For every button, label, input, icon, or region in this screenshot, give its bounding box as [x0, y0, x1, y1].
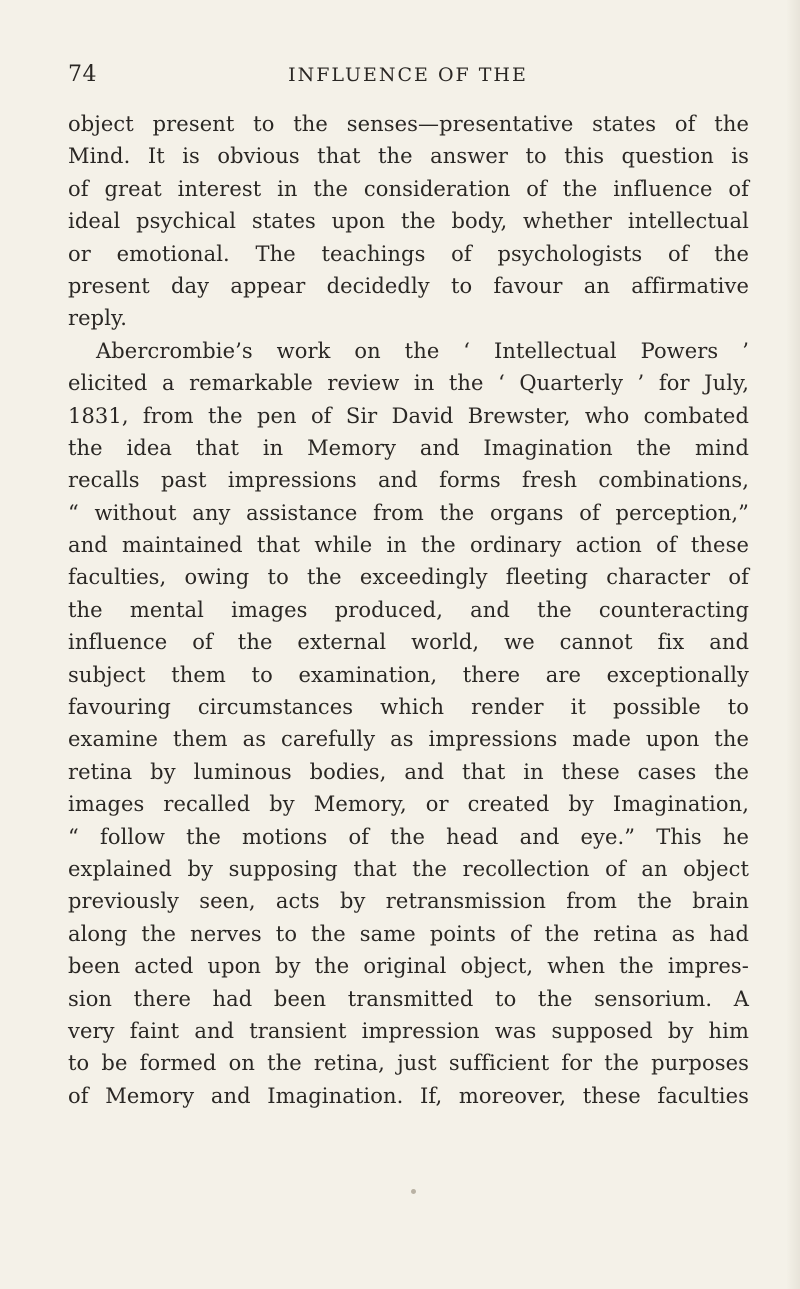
- text-line: reply.: [68, 306, 127, 331]
- text-line: retina by luminous bodies, and that in these cases the: [68, 759, 749, 784]
- text-line: and maintained that while in the ordinary action of these: [68, 533, 749, 558]
- text-line: or emotional. The teachings of psychologists of the: [68, 241, 749, 266]
- text-line: explained by supposing that the recollection of an object: [68, 856, 749, 881]
- text-line: elicited a remarkable review in the ‘ Quarterly ’ for July,: [68, 371, 749, 396]
- text-line: influence of the external world, we cannot fix and: [68, 630, 749, 655]
- text-line: very faint and transient impression was supposed by him: [68, 1018, 749, 1043]
- page-edge-shadow: [786, 0, 800, 1289]
- text-line: subject them to examination, there are exceptionally: [68, 662, 749, 687]
- text-line: favouring circumstances which render it possible to: [68, 695, 749, 720]
- page-header: [68, 62, 748, 94]
- text-line: sion there had been transmitted to the sensorium. A: [68, 986, 749, 1011]
- ink-speck: [411, 1189, 416, 1194]
- text-line: of Memory and Imagination. If, moreover, these faculties: [68, 1083, 749, 1108]
- text-line: been acted upon by the original object, when the impres-: [68, 954, 749, 979]
- text-line: the mental images produced, and the counteracting: [68, 597, 749, 622]
- running-title: INFLUENCE OF THE: [288, 64, 528, 86]
- text-line: object present to the senses—presentative states of the: [68, 112, 749, 136]
- body-text: [68, 108, 749, 1112]
- text-line: examine them as carefully as impressions made upon the: [68, 727, 749, 752]
- text-line: “ follow the motions of the head and eye.” This he: [68, 824, 749, 849]
- text-line: previously seen, acts by retransmission from the brain: [68, 889, 749, 914]
- page-number: 74: [68, 62, 97, 87]
- text-line: faculties, owing to the exceedingly fleeting character of: [68, 565, 749, 590]
- text-line: 1831, from the pen of Sir David Brewster, who combated: [68, 403, 749, 428]
- text-line: along the nerves to the same points of the retina as had: [68, 921, 749, 946]
- text-line: to be formed on the retina, just sufficient for the purposes: [68, 1051, 749, 1076]
- text-line: Abercrombie’s work on the ‘ Intellectual Powers ’: [96, 338, 749, 363]
- text-line: recalls past impressions and forms fresh combinations,: [68, 468, 749, 493]
- text-line: the idea that in Memory and Imagination the mind: [68, 435, 749, 460]
- text-line: “ without any assistance from the organs of perception,”: [68, 500, 749, 525]
- text-line: Mind. It is obvious that the answer to this question is: [68, 144, 749, 169]
- text-line: ideal psychical states upon the body, whether intellectual: [68, 209, 749, 234]
- text-line: present day appear decidedly to favour an affirmative: [68, 273, 749, 298]
- text-line: of great interest in the consideration of the influence of: [68, 176, 749, 201]
- text-line: images recalled by Memory, or created by Imagination,: [68, 792, 749, 817]
